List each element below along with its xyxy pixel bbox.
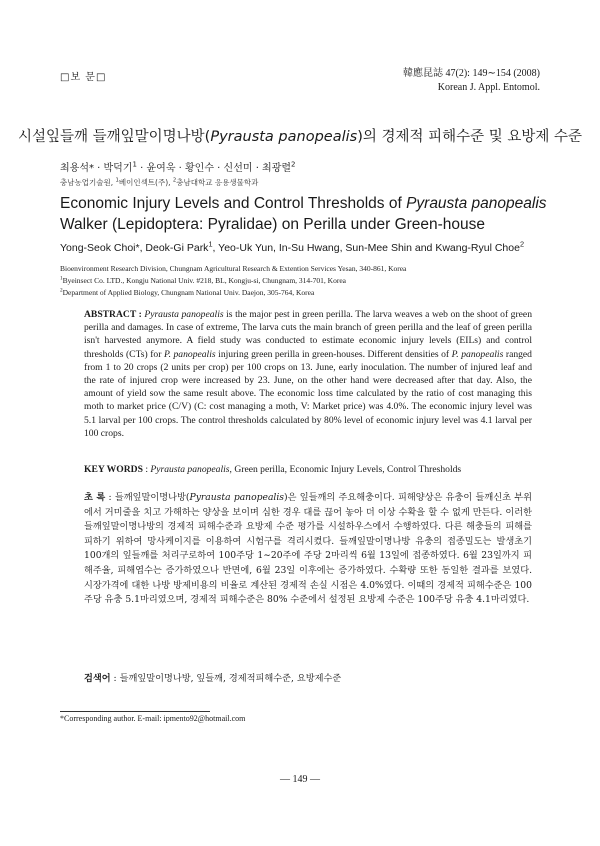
korean-abstract bbox=[84, 491, 532, 608]
korean-title-post: )의 경제적 피해수준 및 요방제 수준 bbox=[357, 129, 583, 145]
korean-abstract-label: 초 록 bbox=[84, 492, 106, 503]
affiliation-mark: 1 bbox=[60, 275, 63, 282]
affiliation-text: 충남농업기술원, bbox=[60, 178, 116, 187]
korean-title bbox=[0, 125, 600, 146]
english-title bbox=[60, 193, 550, 235]
affiliation-text: Byeinsect Co. LTD., Kongju National Univ. #218, BL, Kongju-si, Chungnam, 314-701, Korea bbox=[62, 276, 346, 285]
journal-name-english: Korean J. Appl. Entomol. bbox=[437, 82, 540, 93]
korean-abstract-text: )은 잎들깨의 주요해충이다. 피해양상은 유충이 들깨신초 부위에서 거미줄을 치고 가해하는 양상을 보이며 심한 경우 대를 끊어 놓아 더 이상 수확을 할 수 없게 만든다. 이러한 들깨잎말이명나방의 경제적 피해수준과 요방제 수준 평가를 시설하우스에서 수행하였다. 다른 해충들의 피해를 피하기 위하여 망사케이지를 이용하여 시험구를 격리시켰다. 들깨잎말이명나방 유충의 접종밀도는 발생초기 100개의 잎들깨를 처리구로하여 100주당 1∼20주에 주당 2마리씩 6월 13일에 접종하였다. 6월 23일까지 피해주율, 피해엽수는 증가하였으나 반면에, 6월 23일 이후에는 증가하였다. 수확량 또한 동일한 결과를 보였다. 시장가격에 대한 나방 방제비용의 비율로 계산된 경제적 손실 시점은 4.0%였다. 이때의 경제적 피해수준은 100주당 유충 5.1마리였으며, 경제적 피해수준은 80% 수준에서 설정된 요방제 수준은 100주당 유충 4.1마리였다. bbox=[84, 492, 532, 606]
affiliation-mark: 1 bbox=[208, 239, 213, 249]
korean-keywords bbox=[84, 670, 341, 684]
korean-abstract-text: : 들깨잎말이명나방( bbox=[105, 492, 190, 503]
english-authors-part: , Yeo-Uk Yun, In-Su Hwang, Sun-Mee Shin and Kwang-Ryul Choe bbox=[212, 242, 520, 254]
affiliation-mark: 2 bbox=[172, 177, 177, 184]
keywords-label: KEY WORDS bbox=[84, 464, 143, 475]
affiliation-line bbox=[60, 287, 406, 299]
corresponding-author-footnote: *Corresponding author. E-mail: ipmento92@hotmail.com bbox=[60, 714, 246, 723]
english-title-line1 bbox=[60, 193, 550, 214]
affiliation-mark: 2 bbox=[291, 160, 296, 169]
affiliation-line: Bioenvironment Research Division, Chungnam Agricultural Research & Extention Services Yesan, 340-861, Korea bbox=[60, 264, 407, 273]
affiliation-text: Department of Applied Biology, Chungnam National Univ. Daejon, 305-764, Korea bbox=[62, 288, 315, 297]
affiliation-mark: 2 bbox=[60, 287, 63, 294]
english-abstract bbox=[84, 308, 532, 440]
english-keywords bbox=[84, 464, 532, 475]
english-authors bbox=[60, 239, 525, 254]
abstract-species: P. panopealis bbox=[451, 348, 504, 360]
korean-authors-part: · 윤여욱 · 황인수 · 신선미 · 최광렬 bbox=[136, 163, 292, 174]
english-affiliations bbox=[60, 263, 406, 299]
english-title-text: Economic Injury Levels and Control Thresholds of bbox=[60, 195, 407, 212]
affiliation-mark: 1 bbox=[115, 177, 119, 184]
affiliation-line bbox=[60, 275, 406, 287]
footnote-divider bbox=[60, 711, 210, 712]
journal-citation bbox=[403, 67, 540, 95]
abstract-text: injuring green perilla in green-houses. Different densities of bbox=[215, 348, 452, 360]
korean-title-species: Pyrausta panopealis bbox=[210, 129, 358, 145]
korean-authors bbox=[60, 159, 296, 174]
keywords-text: , Green perilla, Economic Injury Levels, Control Thresholds bbox=[229, 464, 462, 475]
english-title-species: Pyrausta panopealis bbox=[406, 195, 547, 212]
korean-affiliations bbox=[60, 177, 258, 188]
affiliation-mark: 2 bbox=[519, 239, 525, 249]
journal-name-korean: 韓應昆誌 47(2): 149∼154 (2008) bbox=[403, 68, 540, 79]
abstract-species: P. panopealis bbox=[163, 348, 216, 360]
korean-authors-part: 최용석* · 박덕기 bbox=[60, 163, 133, 174]
affiliation-mark: 1 bbox=[132, 160, 137, 169]
affiliation-text: 충남대학교 응용생물학과 bbox=[176, 178, 259, 187]
abstract-label: ABSTRACT : bbox=[84, 309, 145, 320]
keywords-species: Pyrausta panopealis bbox=[150, 464, 230, 475]
article-type-label: □보 문□ bbox=[60, 72, 107, 83]
korean-abstract-species: Pyrausta panopealis bbox=[189, 492, 285, 503]
korean-keywords-label: 검색어 bbox=[84, 673, 111, 684]
korean-keywords-text: : 들깨잎말이명나방, 잎들깨, 경제적피해수준, 요방제수준 bbox=[110, 673, 342, 684]
keywords-separator: : bbox=[142, 464, 151, 475]
korean-title-pre: 시설잎들깨 들깨잎말이명나방( bbox=[17, 129, 211, 145]
english-authors-part: Yong-Seok Choi*, Deok-Gi Park bbox=[60, 242, 209, 254]
affiliation-text: 베이인섹트(주), bbox=[118, 178, 173, 187]
abstract-text: ranged from 1 to 20 crops (2 units per crop) per 100 crops on 13. June, early inoculation. The number of injured leaf and the rate of injured crop were increased by 23. June, on the other hand were decreased after that day. Also, the amount of yield sow the same result above. The economic loss time calculated by the ratio of cost managing this moth to market price (C/V) (C: cost managing a moth, V: Market price) was 4.0%. The economic injury level was 5.1 larval per 100 crops. The control thresholds calculated by 80% level of economic injury level was 4.1 larval per 100 crops. bbox=[84, 348, 532, 439]
english-title-line2: Walker (Lepidoptera: Pyralidae) on Perilla under Green-house bbox=[60, 216, 486, 233]
page-number: — 149 — bbox=[280, 774, 320, 785]
abstract-species: Pyrausta panopealis bbox=[144, 309, 224, 320]
abstract-text: is the major pest in green perilla. The larva weaves a web on the shoot of green perilla and damages. In case of extreme, The larva cuts the main branch of green perilla and the leaf of green perilla isn't harvested anymore. A field study was conducted to estimate economic injury levels (EILs) and control thresholds (CTs) for bbox=[84, 309, 532, 360]
